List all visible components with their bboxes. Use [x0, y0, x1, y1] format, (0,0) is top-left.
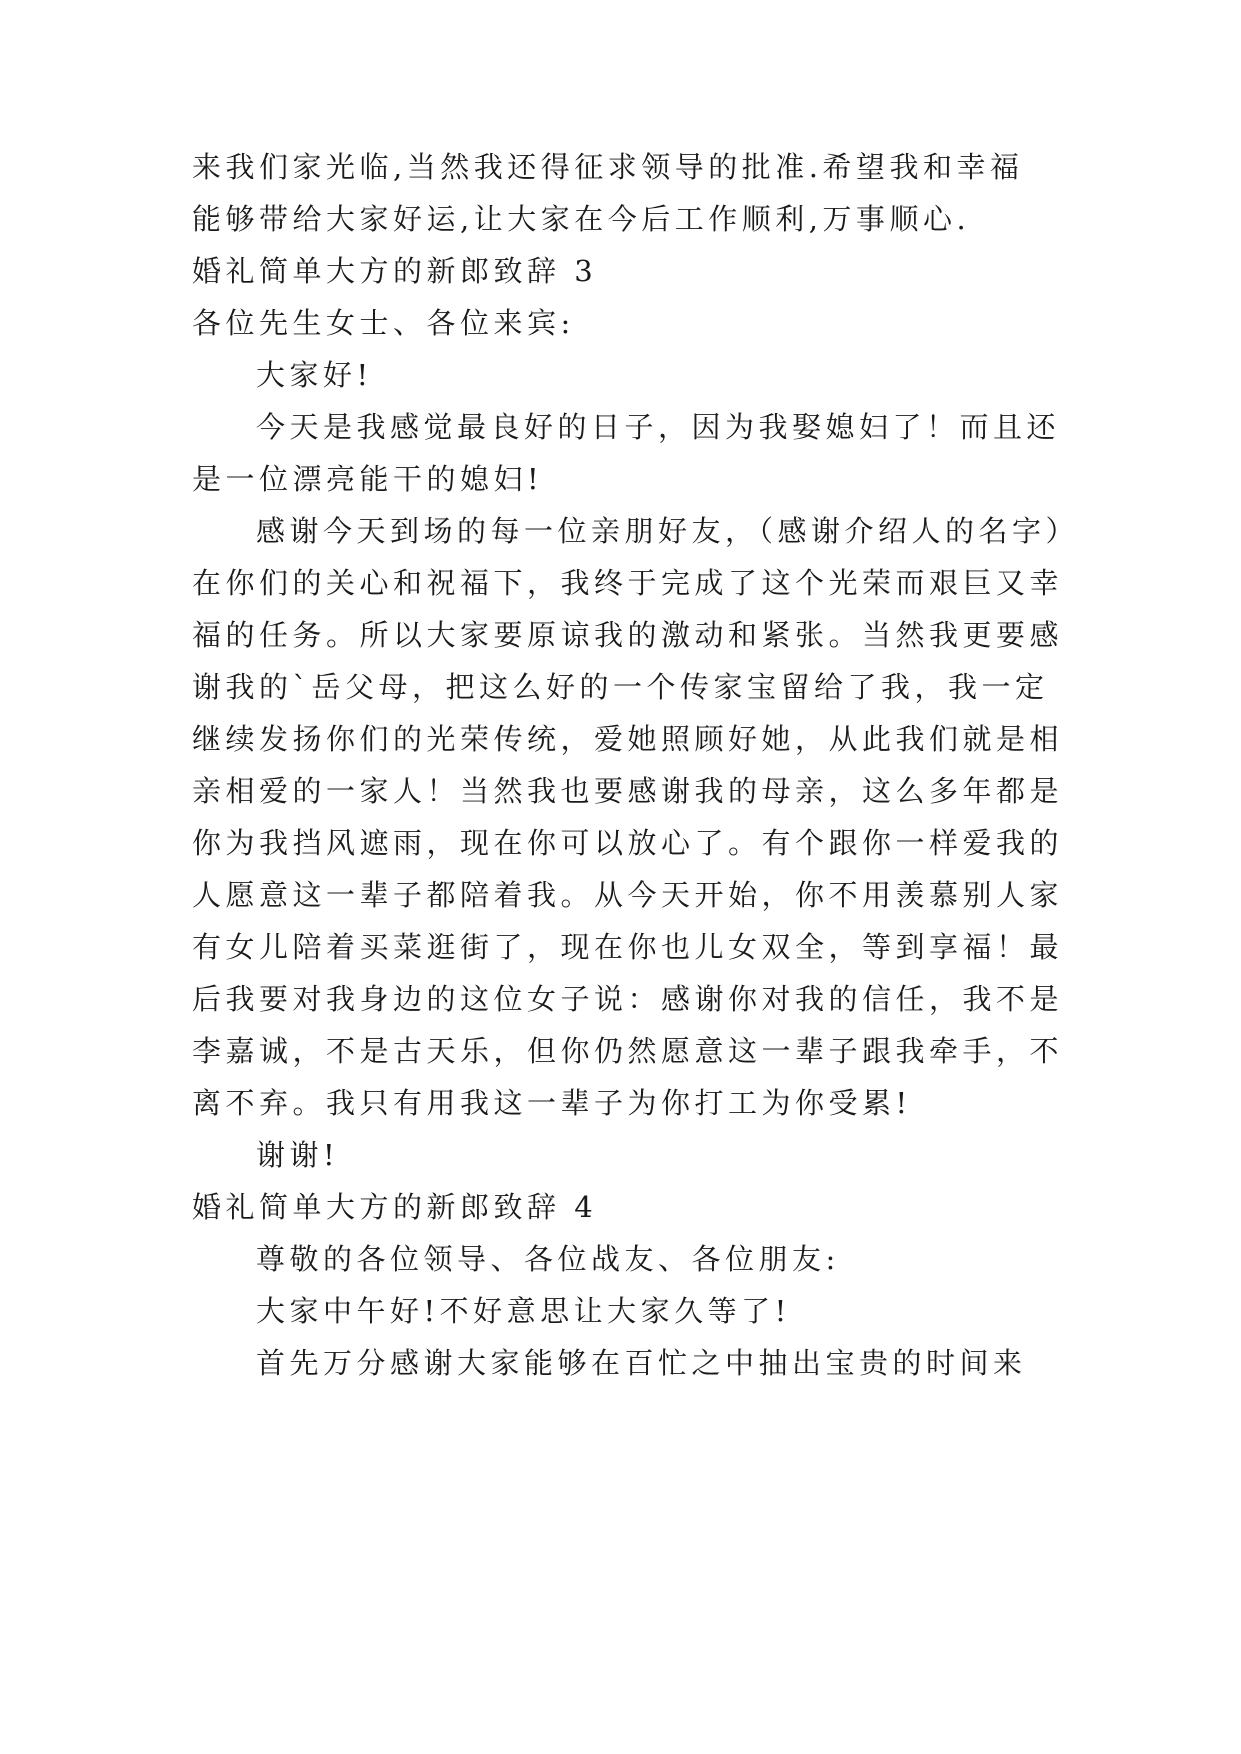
- text-line: 继续发扬你们的光荣传统，爱她照顾好她，从此我们就是相: [192, 722, 1064, 756]
- text-line: 离不弃。我只有用我这一辈子为你打工为你受累!: [192, 1086, 912, 1120]
- salutation: 尊敬的各位领导、各位战友、各位朋友:: [256, 1242, 840, 1276]
- text-line: 人愿意这一辈子都陪着我。从今天开始，你不用羡慕别人家: [192, 878, 1064, 912]
- text-line: 感谢今天到场的每一位亲朋好友，（感谢介绍人的名字）: [256, 514, 1080, 548]
- text-line: 今天是我感觉最良好的日子，因为我娶媳妇了！而且还: [256, 410, 1061, 444]
- greeting: 大家中午好!不好意思让大家久等了!: [256, 1294, 791, 1328]
- salutation: 各位先生女士、各位来宾:: [192, 306, 575, 340]
- text-line: 有女儿陪着买菜逛街了，现在你也儿女双全，等到享福！最: [192, 930, 1064, 964]
- text-line: 是一位漂亮能干的媳妇!: [192, 462, 544, 496]
- text-line: 后我要对我身边的这位女子说：感谢你对我的信任，我不是: [192, 982, 1064, 1016]
- text-line: 在你们的关心和祝福下，我终于完成了这个光荣而艰巨又幸: [192, 566, 1064, 600]
- section-heading-3: 婚礼简单大方的新郎致辞 3: [192, 254, 598, 288]
- text-line: 你为我挡风遮雨，现在你可以放心了。有个跟你一样爱我的: [192, 826, 1064, 860]
- text-line: 谢我的`岳父母，把这么好的一个传家宝留给了我，我一定: [192, 670, 1049, 704]
- section-heading-4: 婚礼简单大方的新郎致辞 4: [192, 1190, 598, 1224]
- text-line: 亲相爱的一家人！当然我也要感谢我的母亲，这么多年都是: [192, 774, 1064, 808]
- thanks-line: 谢谢!: [256, 1138, 340, 1172]
- greeting: 大家好!: [256, 358, 373, 392]
- text-line: 首先万分感谢大家能够在百忙之中抽出宝贵的时间来: [256, 1346, 1027, 1380]
- text-line: 福的任务。所以大家要原谅我的激动和紧张。当然我更要感: [192, 618, 1064, 652]
- text-line: 能够带给大家好运,让大家在今后工作顺利,万事顺心.: [192, 202, 971, 236]
- text-line: 来我们家光临,当然我还得征求领导的批准.希望我和幸福: [192, 150, 1024, 184]
- text-line: 李嘉诚，不是古天乐，但你仍然愿意这一辈子跟我牵手，不: [192, 1034, 1064, 1068]
